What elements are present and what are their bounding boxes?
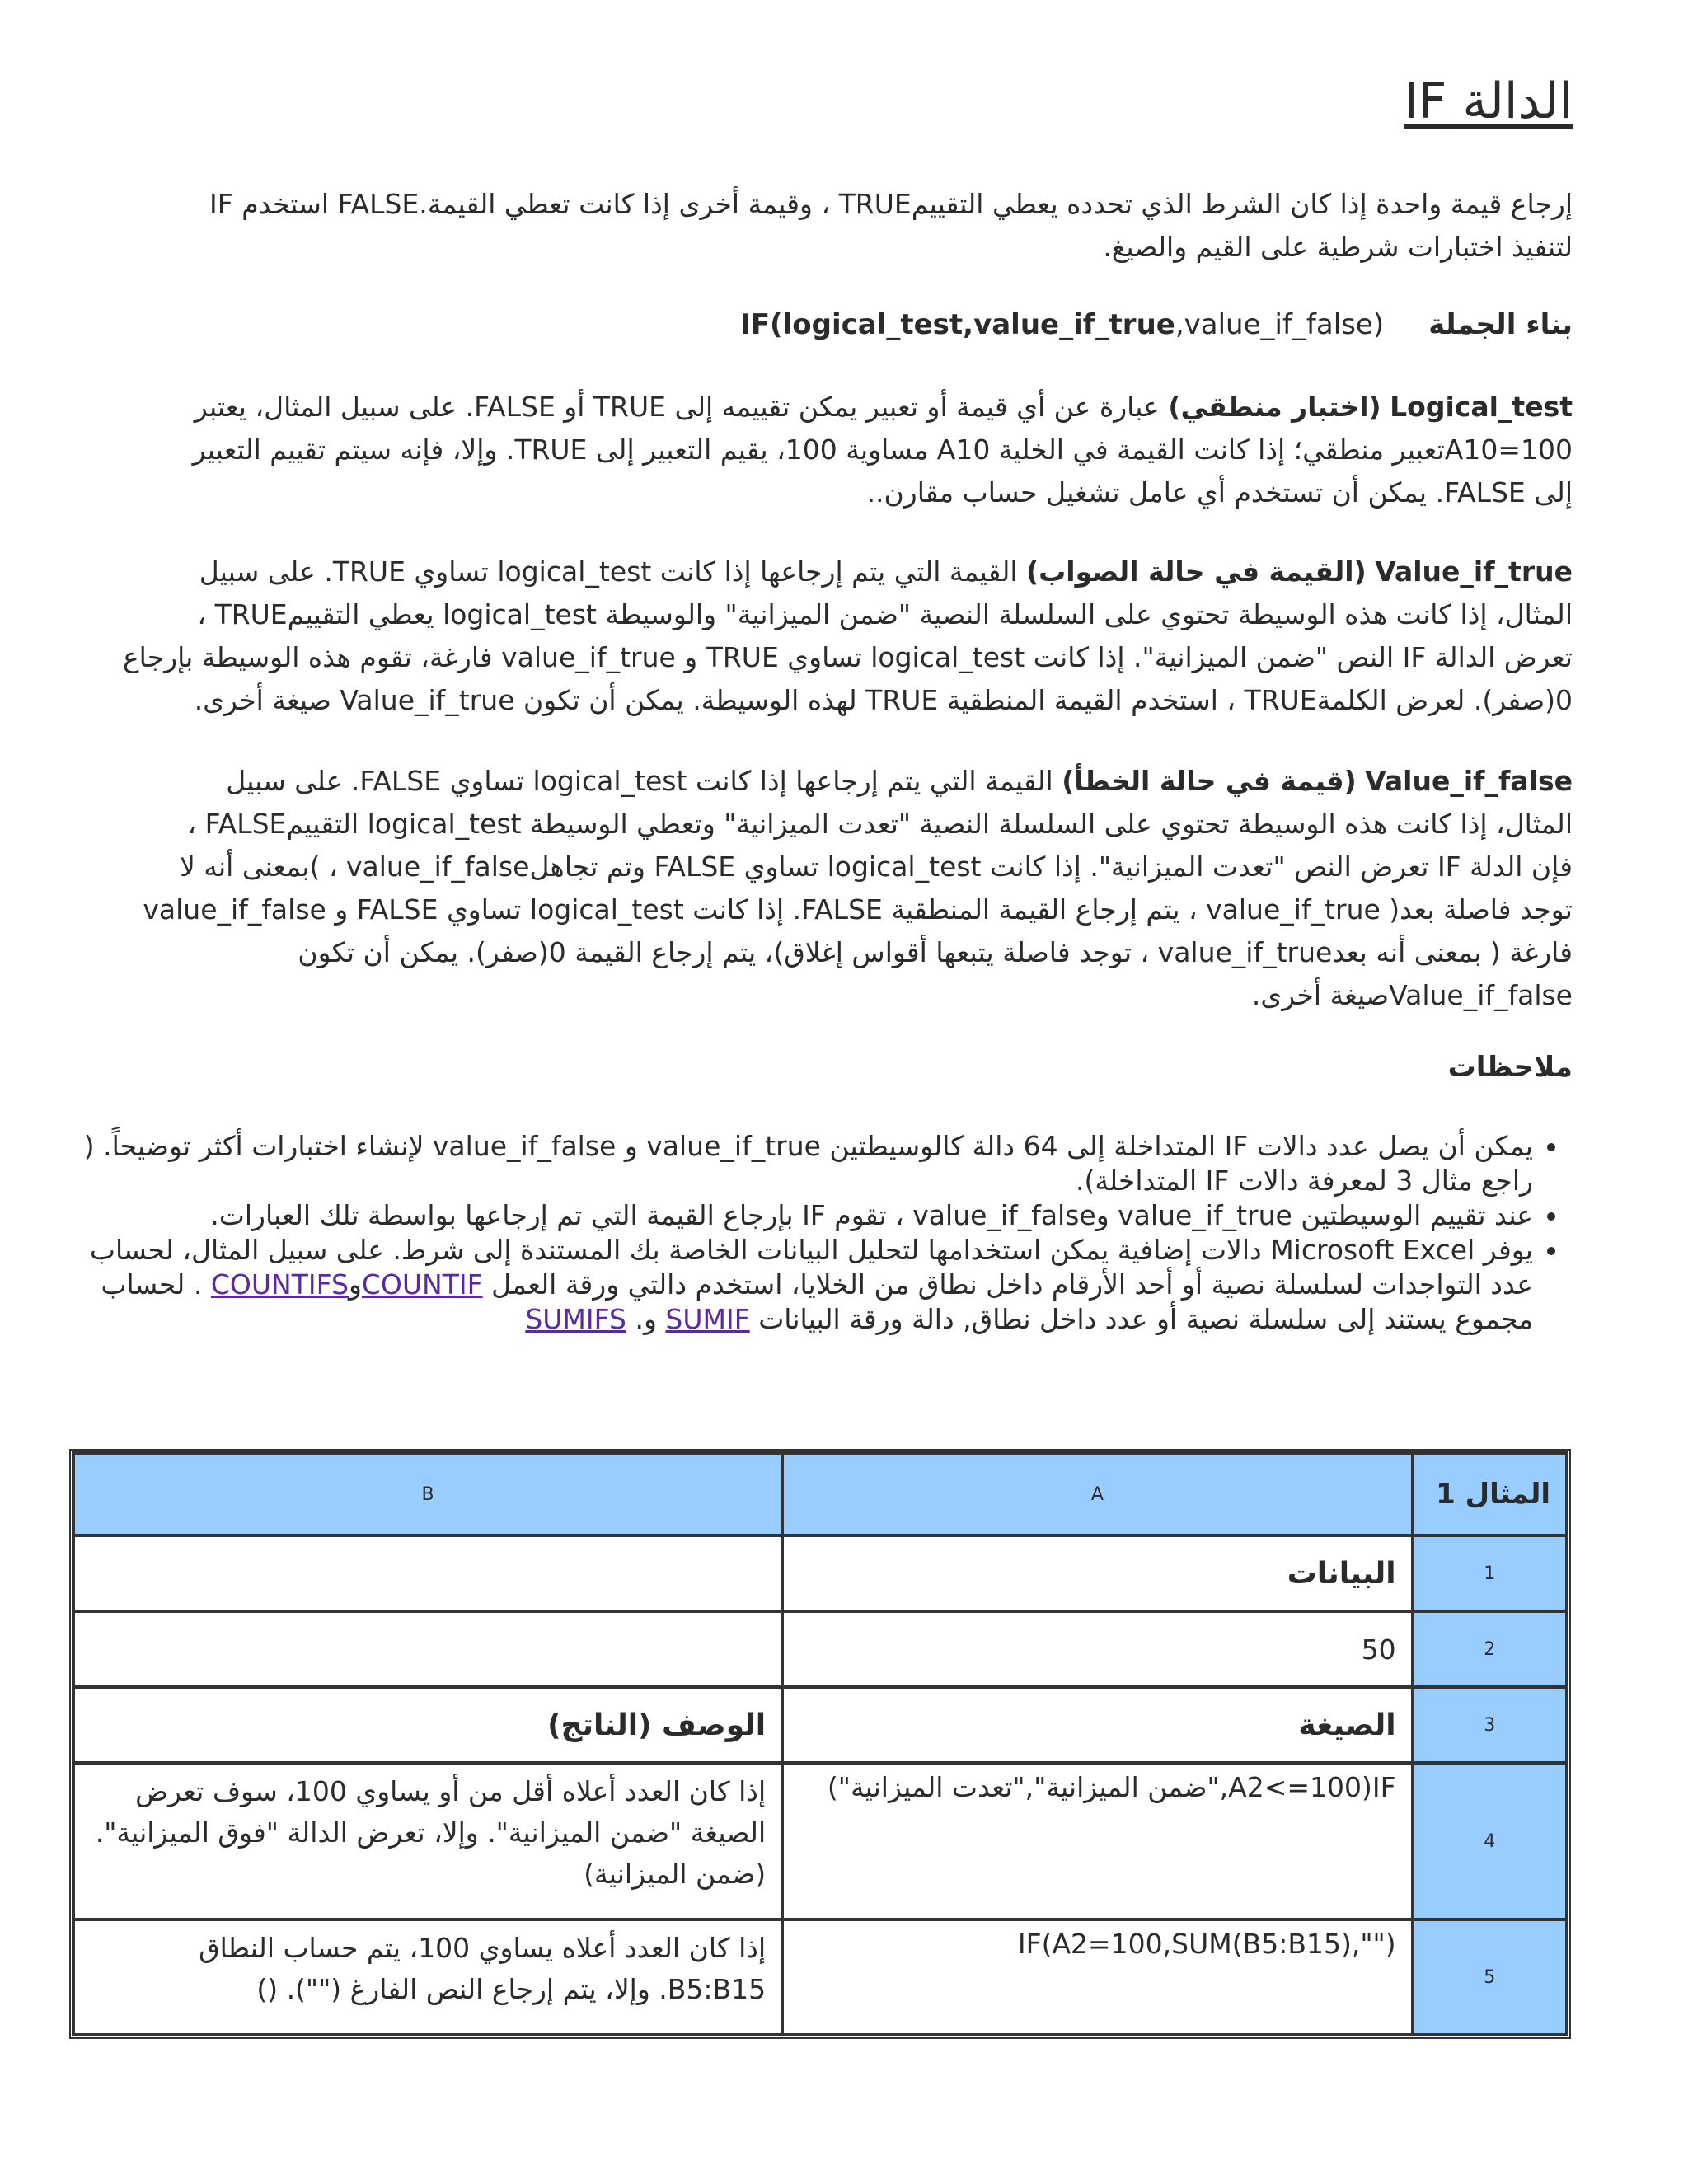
value-if-true-paragraph: [89, 551, 1573, 722]
syntax-arg-value-if-false: ,value_if_false): [1175, 308, 1385, 341]
value-if-false-line-4: توجد فاصلة بعد( value_if_true ، يتم إرجاع القيمة المنطقية FALSE. إذا كانت logical_test تساوي FALSE و value_if_false: [143, 893, 1573, 926]
syntax-open: IF(: [740, 308, 783, 341]
value-if-false-term: Value_if_false: [1365, 765, 1573, 797]
cell-a: IF(A2<=100,"ضمن الميزانية","تعدت الميزانية"): [782, 1763, 1412, 1919]
value-if-true-term: Value_if_true: [1375, 555, 1573, 588]
notes-item-additional-functions: [0, 1233, 1533, 1337]
value-if-true-line-2: المثال، إذا كانت هذه الوسيطة تحتوي على السلسلة النصية "ضمن الميزانية" والوسيطة logical_test يعطي التقييمTRUE ،: [197, 598, 1573, 630]
sumif-link[interactable]: SUMIF: [665, 1303, 750, 1335]
syntax-comma: ,: [963, 308, 974, 341]
notes-list: [0, 1129, 1573, 1337]
page-title: الدالة IF: [1404, 73, 1573, 130]
cell-a: [782, 1535, 1412, 1611]
logical-test-term: Logical_test: [1390, 391, 1573, 423]
value-if-true-line-3: تعرض الدالة IF النص "ضمن الميزانية". إذا كانت logical_test تساوي TRUE و value_if_true فارغة، تقوم هذه الوسيطة بإرجاع: [122, 641, 1573, 673]
table-row: [73, 1919, 1567, 2035]
logical-test-line-2: A10=100تعبير منطقي؛ إذا كانت القيمة في الخلية A10 مساوية 100، يقيم التعبير إلى TRUE. وإلا، فإنه سيتم تقييم التعبير: [192, 434, 1573, 466]
table-row: [73, 1763, 1567, 1919]
cell-b: [73, 1611, 782, 1687]
logical-test-label: (اختبار منطقي): [1168, 391, 1381, 423]
table-row: [73, 1611, 1567, 1687]
notes-item-1-line-2: راجع مثال 3 لمعرفة دالات IF المتداخلة).: [1075, 1165, 1533, 1197]
and-connector-dot: و.: [635, 1303, 657, 1335]
table-row: [73, 1535, 1567, 1611]
row-number: 4: [1413, 1763, 1567, 1919]
value-if-false-label: (قيمة في حالة الخطأ): [1062, 765, 1357, 797]
logical-test-line-3: إلى FALSE. يمكن أن تستخدم أي عامل تشغيل حساب مقارن..: [866, 476, 1573, 509]
notes-item-evaluation: [0, 1198, 1533, 1233]
notes-heading: ملاحظات: [1447, 1051, 1573, 1084]
intro-line-1: إرجاع قيمة واحدة إذا كان الشرط الذي تحدده يعطي التقييمTRUE ، وقيمة أخرى إذا كانت تعطي القيمة.FALSE استخدم IF: [209, 188, 1573, 220]
cell-b: إذا كان العدد أعلاه يساوي 100، يتم حساب النطاق B5:B15. وإلا، يتم إرجاع النص الفارغ (""). (): [73, 1919, 782, 2035]
syntax-formula: [740, 308, 1384, 341]
cell-a: [782, 1919, 1412, 2035]
syntax-label: بناء الجملة: [1428, 308, 1573, 341]
notes-item-1-line-1: يمكن أن يصل عدد دالات IF المتداخلة إلى 64 دالة كالوسيطتين value_if_true و value_if_false لإنشاء اختبارات أكثر توضيحاً. (: [83, 1130, 1533, 1162]
syntax-arg-logical-test: logical_test: [782, 308, 964, 341]
row-number: 1: [1413, 1535, 1567, 1611]
value-if-true-line-1: القيمة التي يتم إرجاعها إذا كانت logical_test تساوي TRUE. على سبيل: [199, 555, 1018, 588]
sumifs-link[interactable]: SUMIFS: [525, 1303, 626, 1335]
row-number: 5: [1413, 1919, 1567, 2035]
table-col-a-header: A: [782, 1453, 1412, 1535]
row-number: 3: [1413, 1687, 1567, 1763]
cell-b-text: الوصف (الناتج): [547, 1708, 767, 1742]
cell-a-text: البيانات: [1287, 1556, 1396, 1591]
logical-test-paragraph: [89, 386, 1573, 514]
value-if-false-line-1: القيمة التي يتم إرجاعها إذا كانت logical_test تساوي FALSE. على سبيل: [226, 765, 1053, 797]
cell-a: 50: [782, 1611, 1412, 1687]
table-corner-title: المثال 1: [1413, 1453, 1567, 1535]
table-col-b-header: B: [73, 1453, 782, 1535]
table-header-row: [73, 1453, 1567, 1535]
cell-a: [782, 1687, 1412, 1763]
value-if-false-line-6: Value_if_falseصيغة أخرى.: [1251, 979, 1573, 1011]
notes-item-2-text: عند تقييم الوسيطتين value_if_true وvalue_if_false ، تقوم IF بإرجاع القيمة التي تم إرجاعها بواسطة تلك العبارات.: [210, 1199, 1533, 1231]
intro-line-2: لتنفيذ اختبارات شرطية على القيم والصيغ.: [1103, 231, 1573, 263]
value-if-false-paragraph: [89, 760, 1573, 1017]
notes-item-3-line-2-pre: عدد التواجدات لسلسلة نصية أو أحد الأرقام داخل نطاق من الخلايا، استخدم دالتي ورقة العمل: [491, 1268, 1533, 1301]
cell-a-text: IF(A2=100,SUM(B5:B15),""): [1017, 1928, 1396, 1960]
value-if-false-line-3: فإن الدلة IF تعرض النص "تعدت الميزانية". إذا كانت logical_test تساوي FALSE وتم تجاهلvalue_if_false ، )بمعنى أنه لا: [180, 851, 1573, 883]
cell-b: [73, 1687, 782, 1763]
row-number: 2: [1413, 1611, 1567, 1687]
syntax-paragraph: [89, 303, 1573, 346]
notes-item-3-line-2-post: . لحساب: [101, 1268, 203, 1301]
value-if-true-line-4: 0(صفر). لعرض الكلمةTRUE ، استخدم القيمة المنطقية TRUE لهذه الوسيطة. يمكن أن تكون Value_if_true صيغة أخرى.: [194, 684, 1573, 716]
notes-item-3-line-3-pre: مجموع يستند إلى سلسلة نصية أو عدد داخل نطاق, دالة ورقة البيانات: [758, 1303, 1533, 1335]
countifs-link[interactable]: COUNTIFS: [210, 1268, 349, 1301]
value-if-false-line-2: المثال، إذا كانت هذه الوسيطة تحتوي على السلسلة النصية "تعدت الميزانية" وتعطي الوسيطة logical_test التقييمFALSE ،: [187, 808, 1573, 840]
cell-b: [73, 1535, 782, 1611]
value-if-false-line-5: فارغة ( بمعنى أنه بعدvalue_if_true ، توجد فاصلة يتبعها أقواس إغلاق)، يتم إرجاع القيمة 0(صفر). يمكن أن تكون: [298, 936, 1573, 968]
notes-item-nested-if: [0, 1129, 1533, 1198]
intro-paragraph: [89, 183, 1573, 269]
example-table: [69, 1449, 1571, 2039]
and-connector: و: [348, 1268, 362, 1301]
notes-item-3-line-1: يوفر Microsoft Excel دالات إضافية يمكن استخدامها لتحليل البيانات الخاصة بك المستندة إلى شرط. على سبيل المثال، لحساب: [89, 1234, 1533, 1266]
cell-b: إذا كان العدد أعلاه أقل من أو يساوي 100، سوف تعرض الصيغة "ضمن الميزانية". وإلا، تعرض الدالة "فوق الميزانية". (ضمن الميزانية): [73, 1763, 782, 1919]
table-row: [73, 1687, 1567, 1763]
value-if-true-label: (القيمة في حالة الصواب): [1026, 555, 1367, 588]
cell-a-text: الصيغة: [1298, 1708, 1396, 1742]
syntax-arg-value-if-true: value_if_true: [973, 308, 1175, 341]
countif-link[interactable]: COUNTIF: [361, 1268, 483, 1301]
logical-test-line-1: عبارة عن أي قيمة أو تعبير يمكن تقييمه إلى TRUE أو FALSE. على سبيل المثال، يعتبر: [194, 391, 1160, 423]
